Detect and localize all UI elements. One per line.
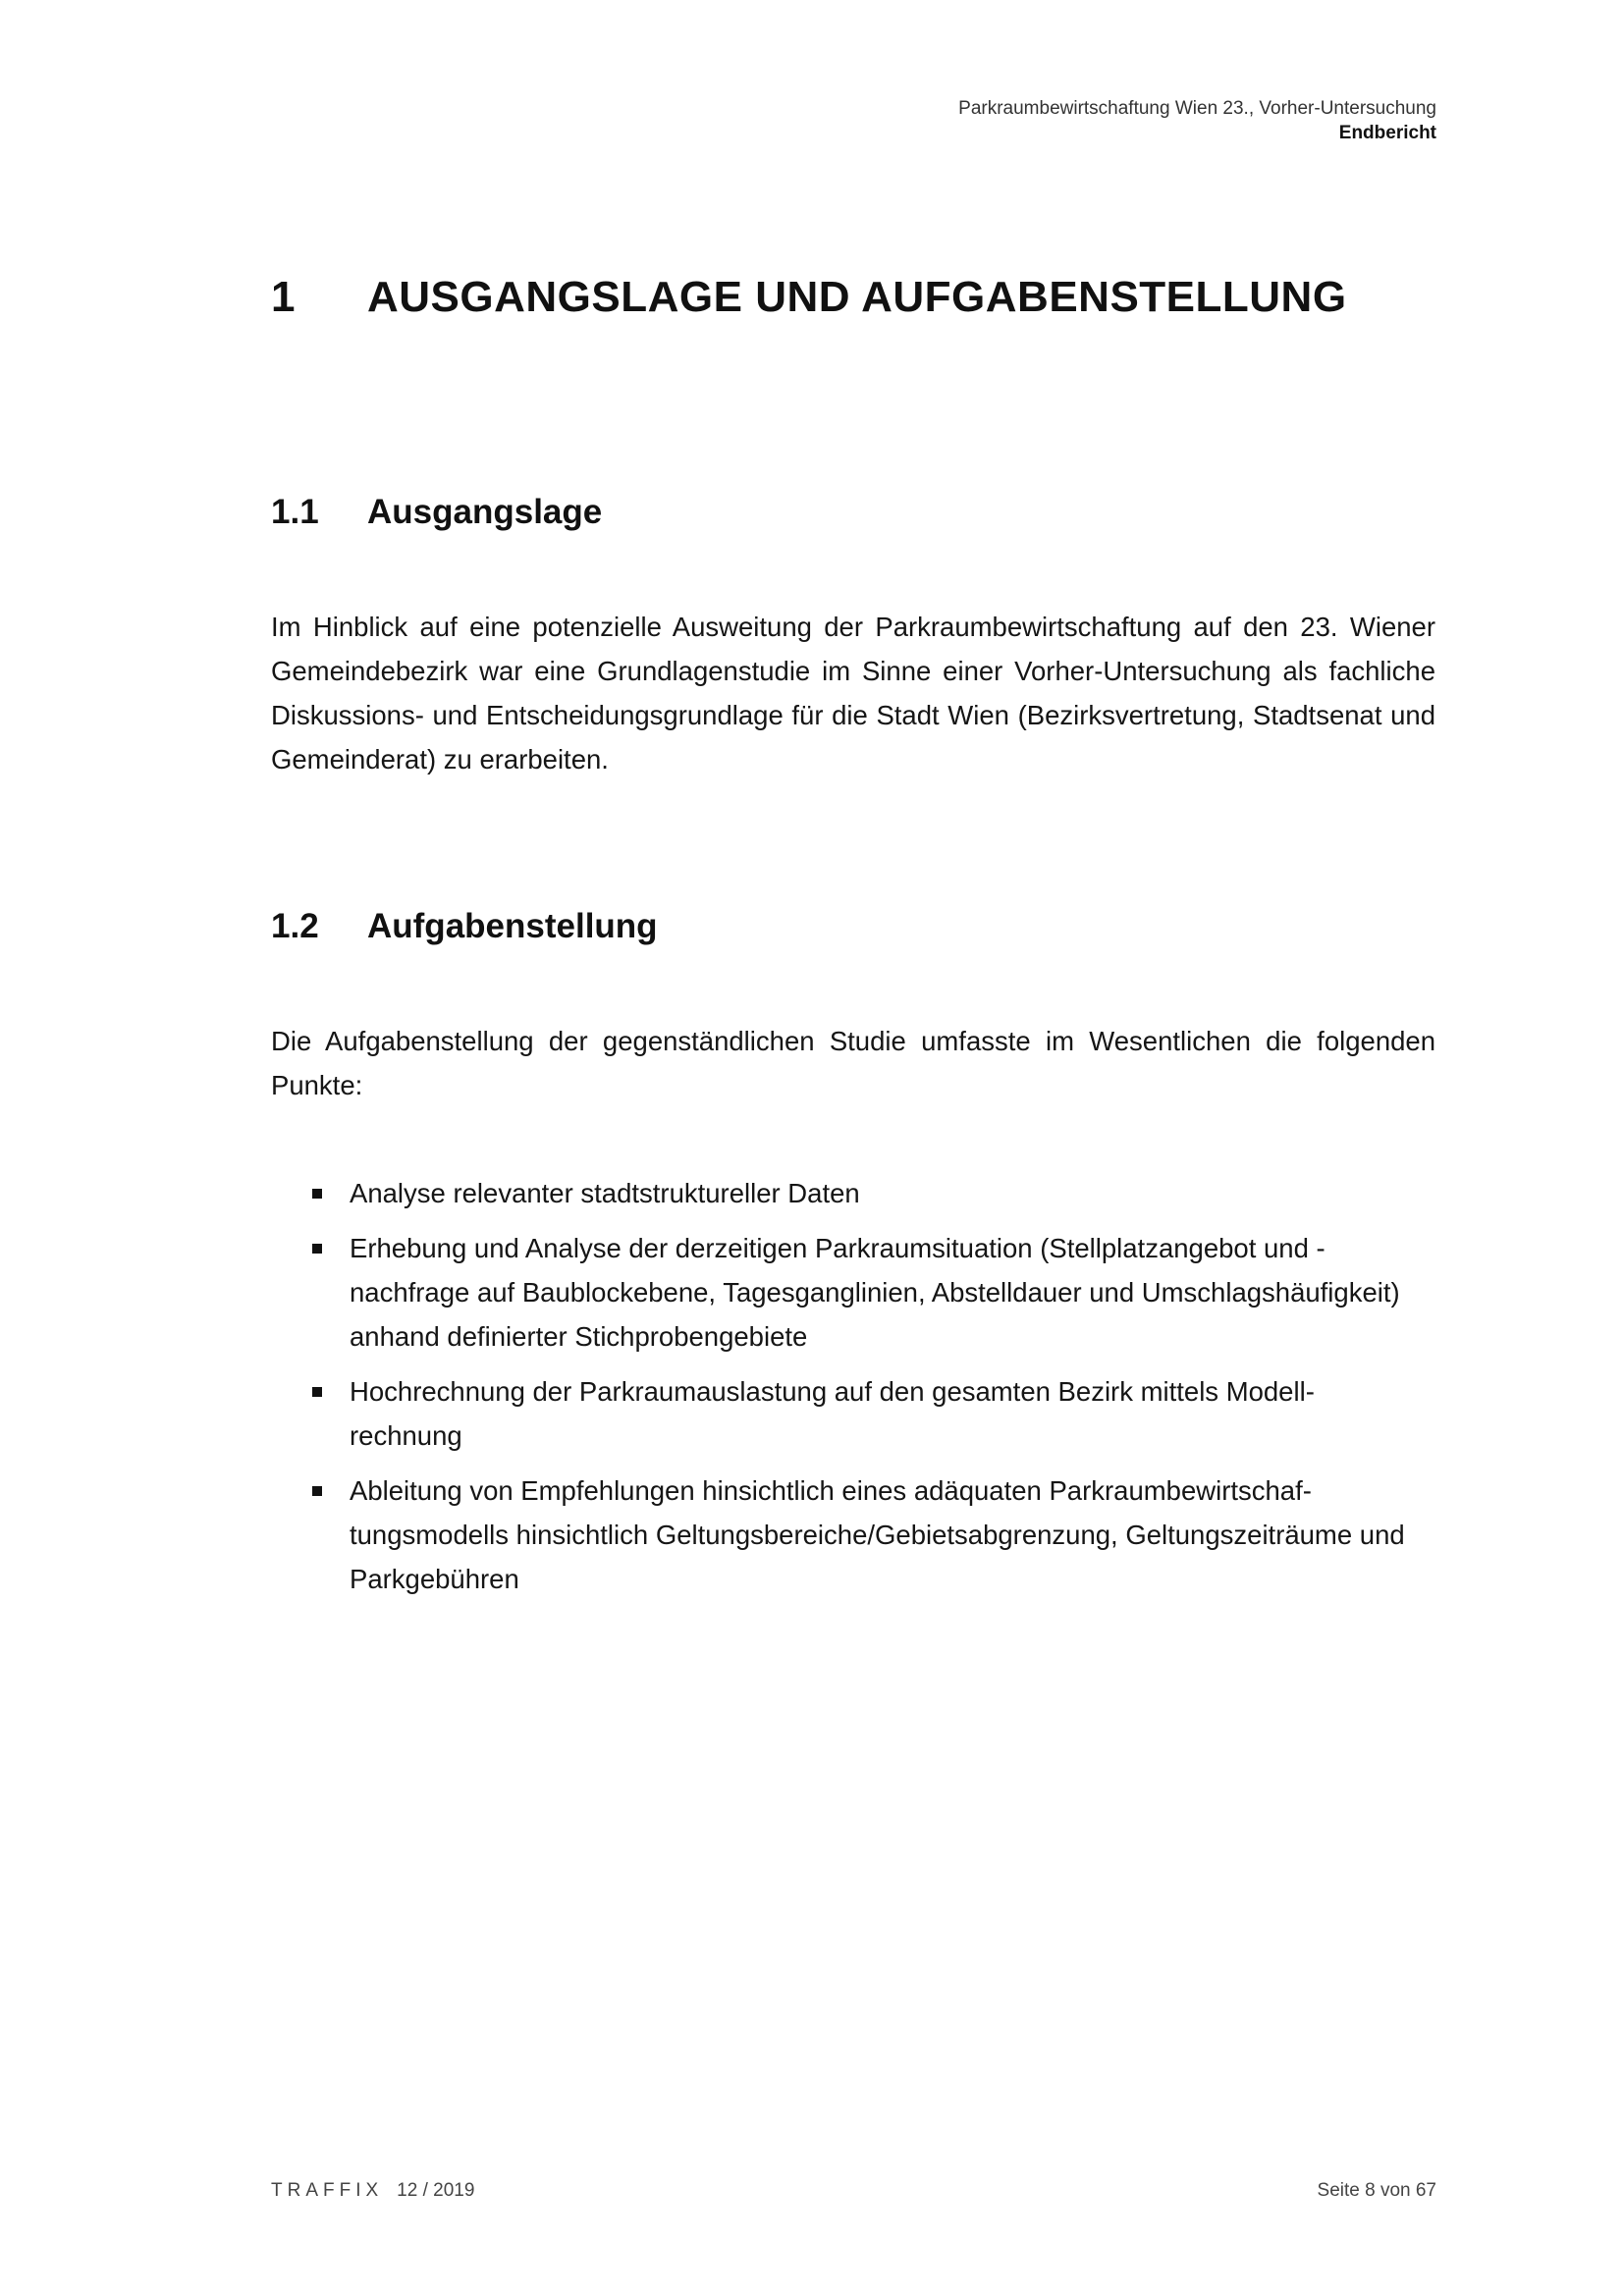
chapter-heading — [271, 273, 1347, 322]
section-number: 1.1 — [271, 493, 319, 531]
section-title: Ausgangslage — [367, 493, 603, 531]
footer-left — [271, 2180, 474, 2202]
square-bullet-icon — [312, 1486, 322, 1496]
list-item — [271, 1171, 1435, 1215]
list-item-text: Erhebung und Analyse der derzeitigen Parkraumsituation (Stellplatzangebot und -nachfrage auf Baublockebene, Tagesganglinien, Abstelldauer und Umschlagshäufigkeit) anhand definierter Stichprobengebiete — [350, 1233, 1400, 1352]
list-item — [271, 1468, 1435, 1601]
ausgangslage-paragraph: Im Hinblick auf eine potenzielle Ausweitung der Parkraumbewirtschaftung auf den 23. Wiener Gemeindebezirk war eine Grundlagenstudie im Sinne einer Vorher-Untersuchung als fachliche Diskussions- und Entscheidungsgrundlage für die Stadt Wien (Bezirksvertretung, Stadtsenat und Gemeinderat) zu erarbeiten. — [271, 612, 1435, 774]
chapter-number: 1 — [271, 273, 296, 321]
list-item-text: Hochrechnung der Parkraumauslastung auf den gesamten Bezirk mittels Modellrechnung — [350, 1376, 1315, 1451]
section-number: 1.2 — [271, 907, 319, 945]
task-bullet-list — [271, 1171, 1435, 1612]
aufgabenstellung-paragraph: Die Aufgabenstellung der gegenständlichen Studie umfasste im Wesentlichen die folgenden Punkte: — [271, 1026, 1435, 1100]
footer-brand: TRAFFIX — [271, 2180, 384, 2201]
list-item — [271, 1369, 1435, 1458]
square-bullet-icon — [312, 1244, 322, 1254]
list-item-text: Ableitung von Empfehlungen hinsichtlich eines adäquaten Parkraumbewirtschaftungsmodells hinsichtlich Geltungsbereiche/Gebietsabgrenzung, Geltungszeiträume und Parkgebühren — [350, 1475, 1405, 1594]
list-item-text: Analyse relevanter stadtstruktureller Daten — [350, 1178, 860, 1208]
list-item — [271, 1226, 1435, 1359]
section-heading-aufgabenstellung — [271, 907, 658, 946]
section-heading-ausgangslage — [271, 493, 602, 532]
page-number: Seite 8 von 67 — [1317, 2180, 1436, 2201]
header-subtitle: Endbericht — [1338, 123, 1436, 143]
header-title: Parkraumbewirtschaftung Wien 23., Vorher-Untersuchung — [958, 98, 1436, 119]
square-bullet-icon — [312, 1387, 322, 1397]
footer-date: 12 / 2019 — [397, 2180, 475, 2201]
chapter-title: AUSGANGSLAGE UND AUFGABENSTELLUNG — [367, 273, 1347, 321]
running-header — [958, 96, 1436, 145]
section-title: Aufgabenstellung — [367, 907, 658, 945]
square-bullet-icon — [312, 1189, 322, 1199]
